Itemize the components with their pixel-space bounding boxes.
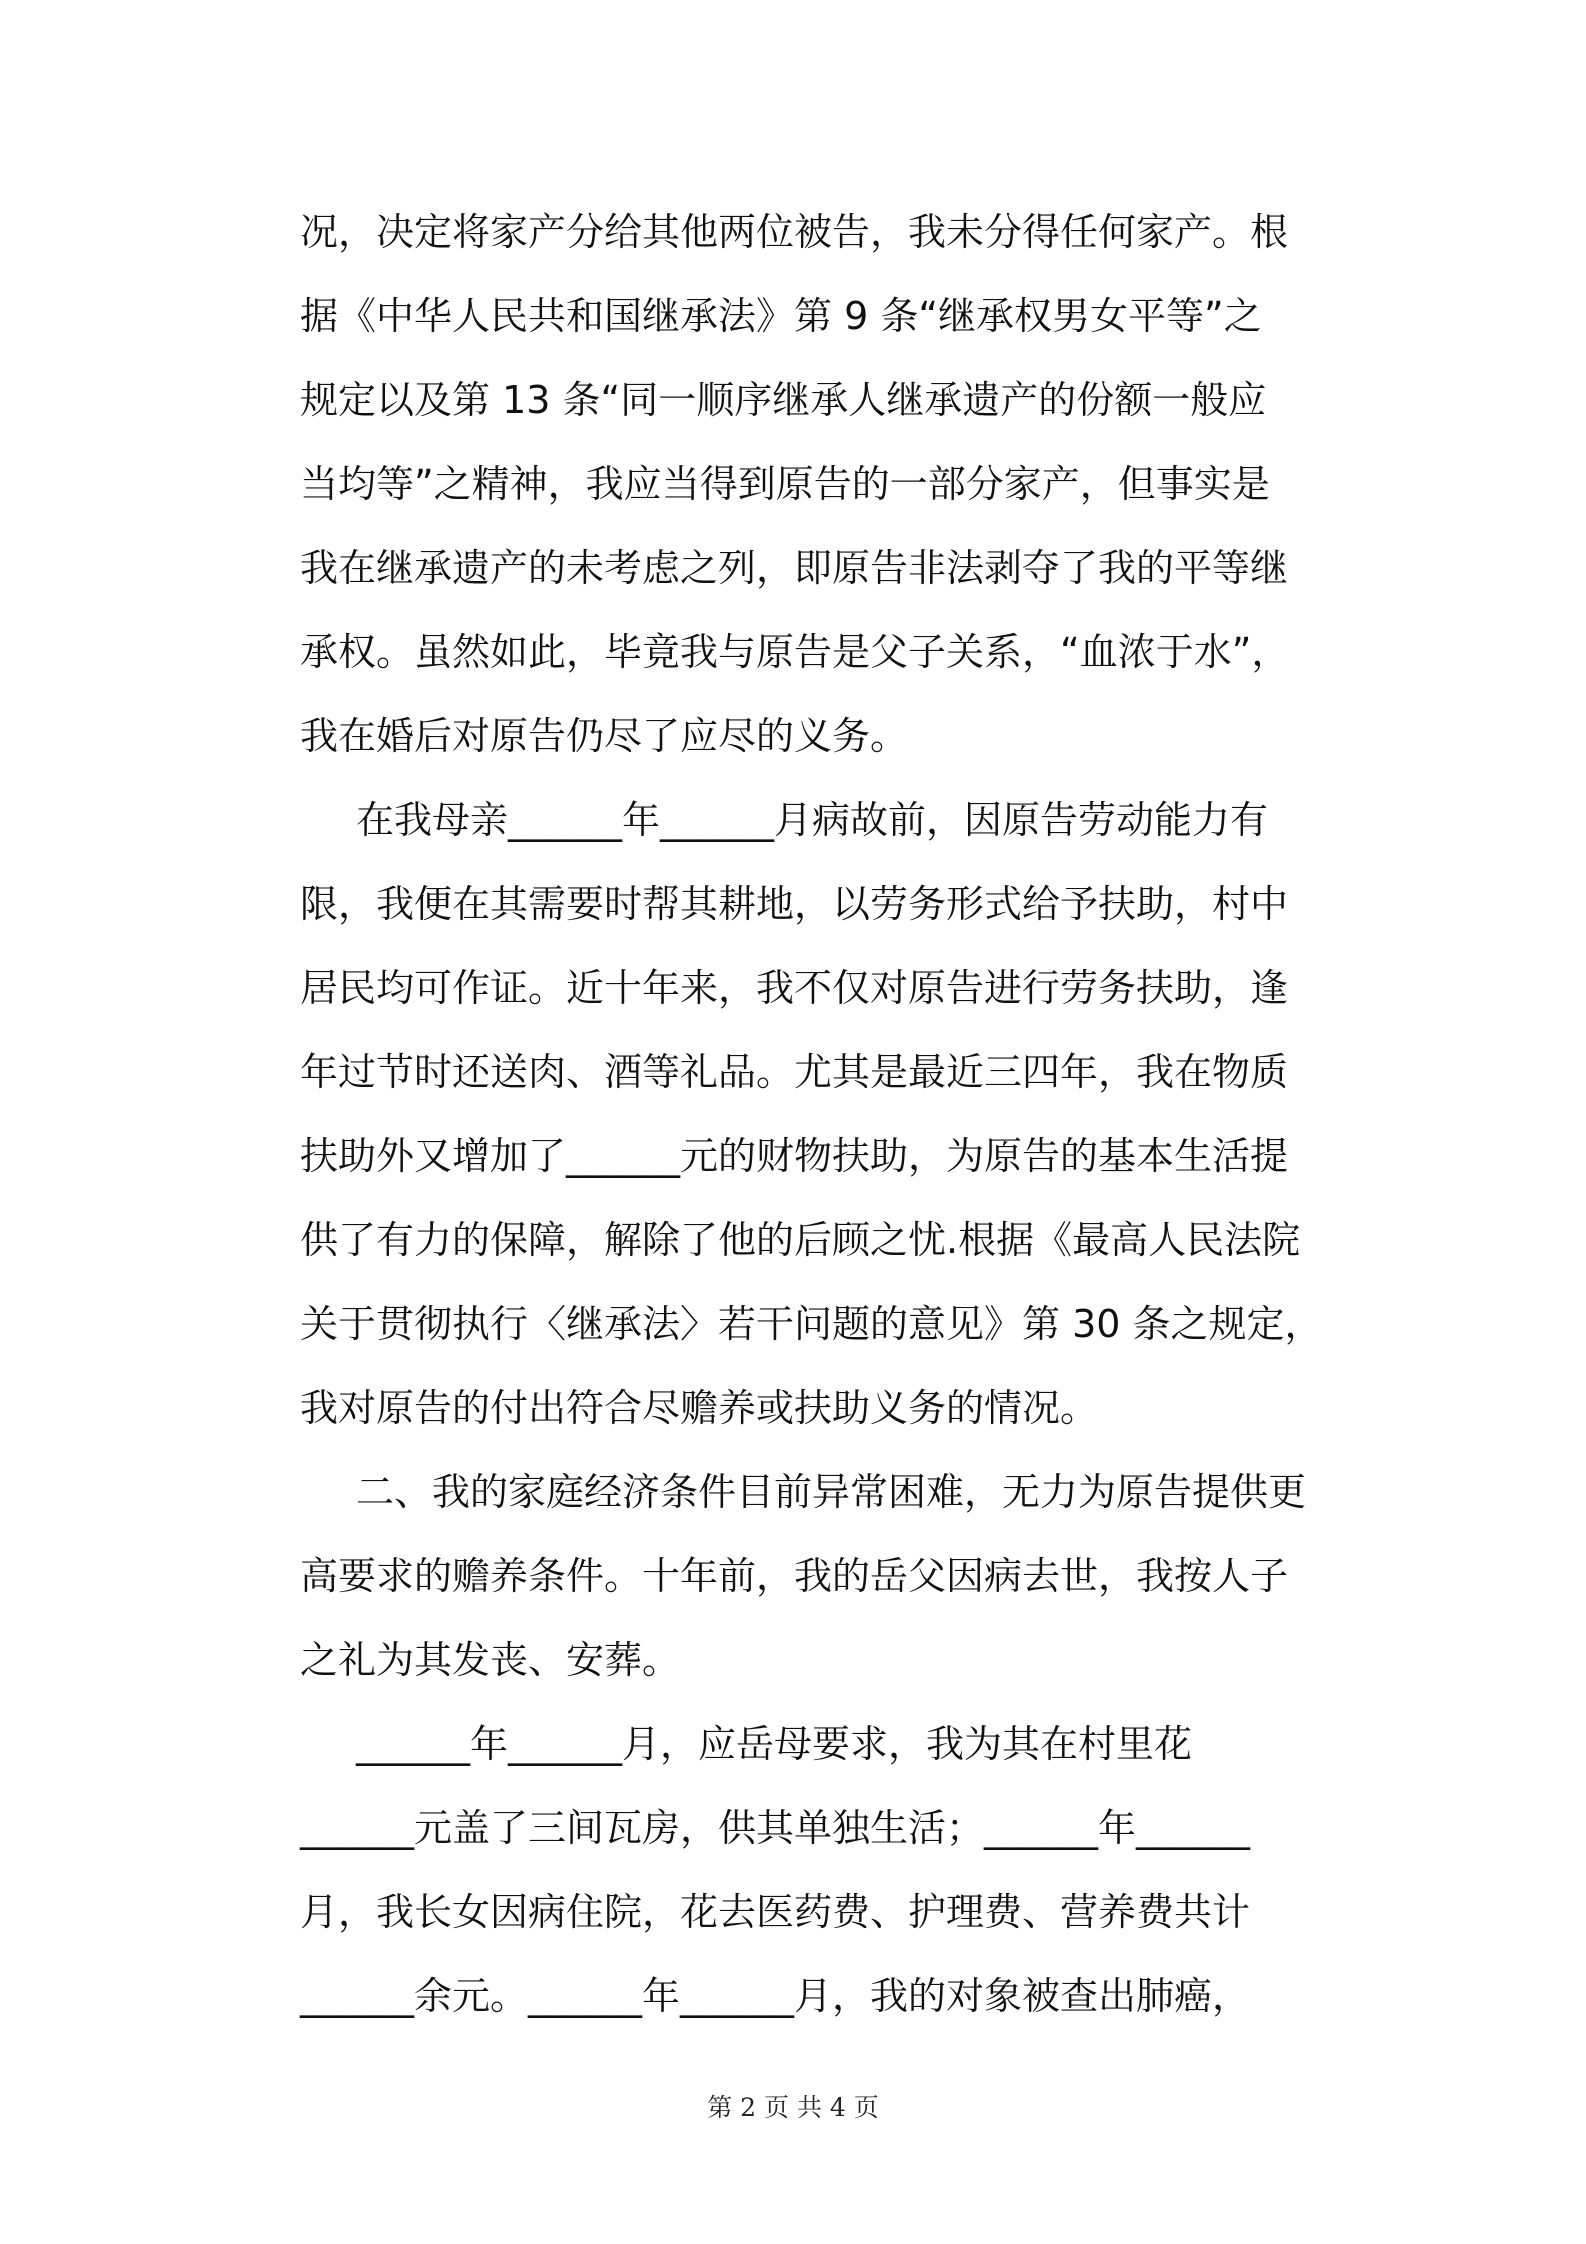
paragraph-line: 当均等”之精神，我应当得到原告的一部分家产，但事实是	[300, 462, 1270, 506]
paragraph-line: 扶助外又增加了______元的财物扶助，为原告的基本生活提	[300, 1134, 1289, 1178]
paragraph-line: 高要求的赡养条件。十年前，我的岳父因病去世，我按人子	[300, 1554, 1289, 1598]
paragraph-line: 承权。虽然如此，毕竟我与原告是父子关系，“血浓于水”，	[300, 630, 1290, 674]
paragraph-line: 况，决定将家产分给其他两位被告，我未分得任何家产。根	[300, 210, 1289, 254]
paragraph-line: ______元盖了三间瓦房，供其单独生活；______年______	[300, 1806, 1251, 1850]
paragraph-line: 据《中华人民共和国继承法》第 9 条“继承权男女平等”之	[300, 294, 1262, 338]
page-number-footer: 第 2 页 共 4 页	[707, 2093, 879, 2122]
paragraph-line: 我在婚后对原告仍尽了应尽的义务。	[300, 714, 909, 758]
paragraph-line: 供了有力的保障，解除了他的后顾之忧.根据《最高人民法院	[300, 1218, 1301, 1262]
paragraph-line: 月，我长女因病住院，花去医药费、护理费、营养费共计	[300, 1890, 1251, 1934]
paragraph-line: 居民均可作证。近十年来，我不仅对原告进行劳务扶助，逢	[300, 966, 1289, 1010]
paragraph-line: 限，我便在其需要时帮其耕地，以劳务形式给予扶助，村中	[300, 882, 1289, 926]
paragraph-line: 年过节时还送肉、酒等礼品。尤其是最近三四年，我在物质	[300, 1050, 1289, 1094]
paragraph-line: ______余元。______年______月，我的对象被查出肺癌，	[300, 1974, 1251, 2018]
paragraph-line: 我在继承遗产的未考虑之列，即原告非法剥夺了我的平等继	[300, 546, 1289, 590]
paragraph-line: 我对原告的付出符合尽赡养或扶助义务的情况。	[300, 1386, 1099, 1430]
document-body	[300, 190, 1360, 2038]
paragraph-line: 二、我的家庭经济条件目前异常困难，无力为原告提供更	[356, 1470, 1307, 1514]
paragraph-line: 在我母亲______年______月病故前，因原告劳动能力有	[356, 798, 1269, 842]
paragraph-line: ______年______月，应岳母要求，我为其在村里花	[356, 1722, 1193, 1766]
paragraph-line: 关于贯彻执行〈继承法〉若干问题的意见》第 30 条之规定，	[300, 1302, 1323, 1346]
paragraph-line: 之礼为其发丧、安葬。	[300, 1638, 681, 1682]
paragraph-line: 规定以及第 13 条“同一顺序继承人继承遗产的份额一般应	[300, 378, 1267, 422]
